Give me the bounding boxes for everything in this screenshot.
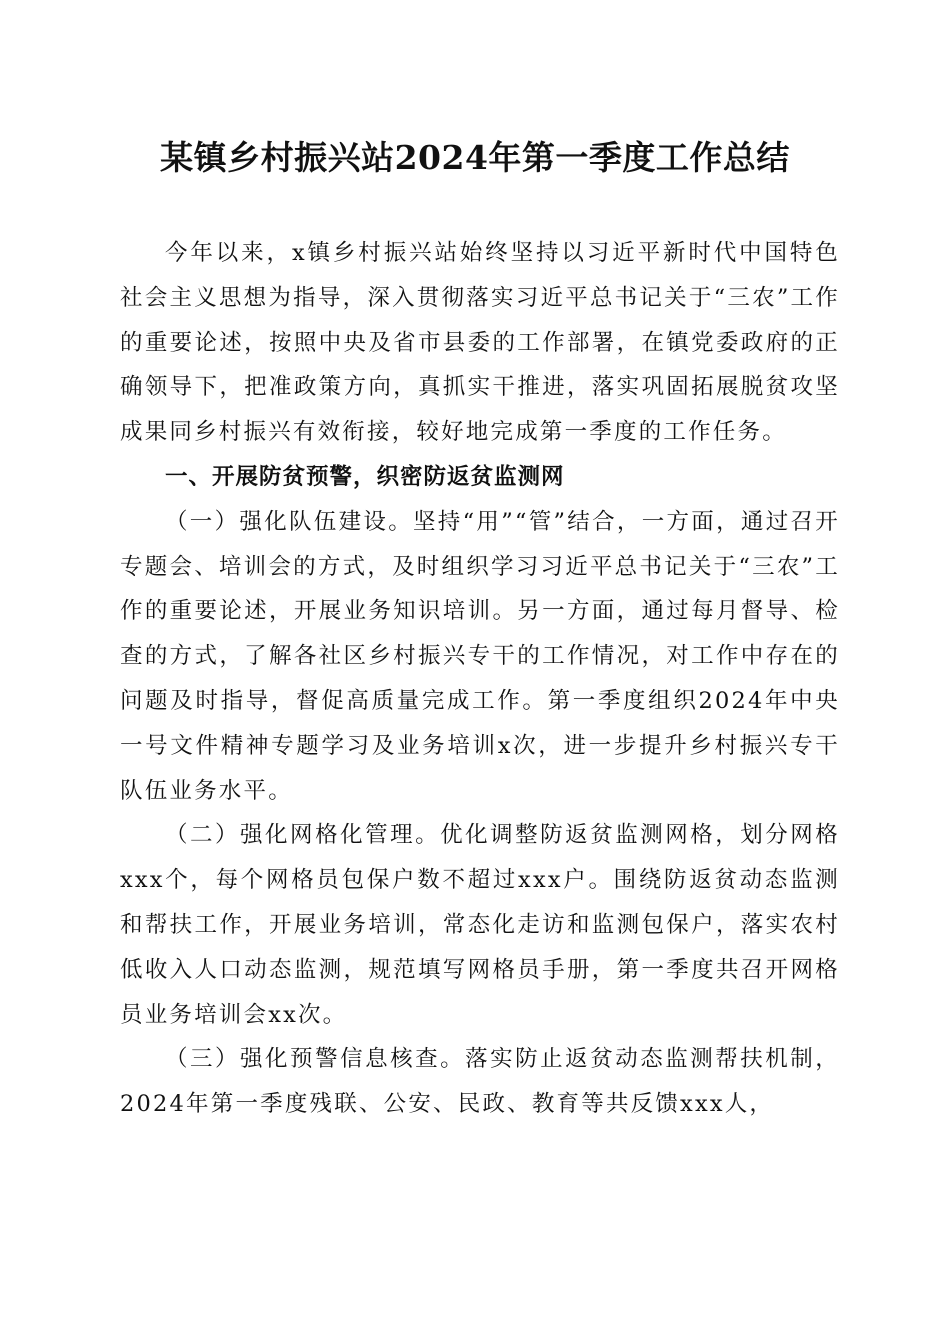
item-text: 优化调整防返贫监测网格，划分网格xxx个，每个网格员包保户数不超过xxx户。围绕防返贫动态监测和帮扶工作，开展业务培训，常态化走访和监测包保户，落实农村低收入人口动态监测，规范填写网格员手册，第一季度共召开网格员业务培训会xx次。 (120, 822, 840, 1028)
item-lead: （一）强化队伍建设。 (165, 508, 413, 535)
item-text: 坚持“用”“管”结合，一方面，通过召开专题会、培训会的方式，及时组织学习习近平总书记关于“三农”工作的重要论述，开展业务知识培训。另一方面，通过每月督导、检查的方式，了解各社区乡村振兴专干的工作情况，对工作中存在的问题及时指导，督促高质量完成工作。第一季度组织2024年中央一号文件精神专题学习及业务培训x次，进一步提升乡村振兴专干队伍业务水平。 (120, 508, 840, 804)
item-lead: （三）强化预警信息核查。 (165, 1046, 466, 1073)
intro-paragraph: 今年以来，x镇乡村振兴站始终坚持以习近平新时代中国特色社会主义思想为指导，深入贯彻落实习近平总书记关于“三农”工作的重要论述，按照中央及省市县委的工作部署，在镇党委政府的正确领导下，把准政策方向，真抓实干推进，落实巩固拓展脱贫攻坚成果同乡村振兴有效衔接，较好地完成第一季度的工作任务。 (120, 240, 840, 446)
item-lead: （二）强化网格化管理。 (165, 822, 441, 849)
item-text: 落实防止返贫动态监测帮扶机制，2024年第一季度残联、公安、民政、教育等共反馈xxx人， (120, 1046, 840, 1118)
section-item-2 (120, 813, 840, 1037)
section-item-1 (120, 500, 840, 814)
section-heading: 一、开展防贫预警，织密防返贫监测网 (165, 463, 565, 490)
document-title: 某镇乡村振兴站2024年第一季度工作总结 (160, 138, 790, 177)
section-item-3 (120, 1037, 840, 1127)
document-body (120, 231, 840, 1127)
